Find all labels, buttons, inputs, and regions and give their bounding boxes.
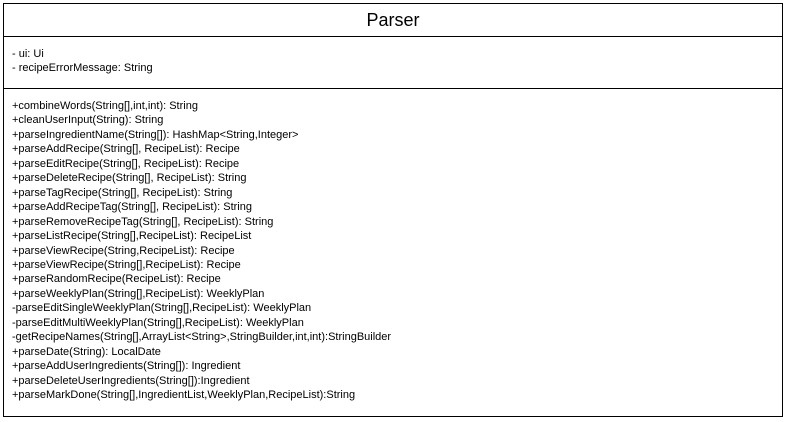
attribute-ui: - ui: Ui [12,48,44,60]
method-parse-add-recipe-tag: +parseAddRecipeTag(String[], RecipeList): String [12,201,252,214]
class-name: Parser [4,4,782,37]
method-parse-remove-recipe-tag: +parseRemoveRecipeTag(String[], RecipeList): String [12,215,274,228]
method-parse-mark-done: +parseMarkDone(String[],IngredientList,WeeklyPlan,RecipeList):String [12,389,356,402]
attribute-recipe-error-message: - recipeErrorMessage: String [12,62,153,75]
method-parse-random-recipe: +parseRandomRecipe(RecipeList): Recipe [12,273,221,286]
method-parse-delete-recipe: +parseDeleteRecipe(String[], RecipeList): String [12,172,247,185]
attributes-compartment [4,37,782,89]
method-parse-add-recipe: +parseAddRecipe(String[], RecipeList): Recipe [12,143,240,156]
method-combine-words: +combineWords(String[],int,int): String [12,100,198,112]
method-parse-edit-recipe: +parseEditRecipe(String[], RecipeList): Recipe [12,157,240,170]
method-parse-list-recipe: +parseListRecipe(String[],RecipeList): RecipeList [12,230,252,243]
methods-compartment [4,89,782,403]
uml-class-box [3,3,783,417]
method-parse-ingredient-name: +parseIngredientName(String[]): HashMap<String,Integer> [12,128,299,141]
method-parse-add-user-ingredients: +parseAddUserIngredients(String[]): Ingredient [12,360,241,373]
method-parse-edit-single-weekly-plan: -parseEditSingleWeeklyPlan(String[],RecipeList): WeeklyPlan [12,302,312,315]
method-parse-view-recipe-string: +parseViewRecipe(String,RecipeList): Recipe [12,244,235,257]
method-parse-view-recipe-array: +parseViewRecipe(String[],RecipeList): Recipe [12,258,241,271]
method-parse-date: +parseDate(String): LocalDate [12,345,161,358]
method-clean-user-input: +cleanUserInput(String): String [12,114,164,127]
method-parse-edit-multi-weekly-plan: -parseEditMultiWeeklyPlan(String[],RecipeList): WeeklyPlan [12,316,304,329]
method-get-recipe-names: -getRecipeNames(String[],ArrayList<String>,StringBuilder,int,int):StringBuilder [12,331,392,344]
method-parse-weekly-plan: +parseWeeklyPlan(String[],RecipeList): WeeklyPlan [12,287,265,300]
method-parse-delete-user-ingredients: +parseDeleteUserIngredients(String[]):Ingredient [12,374,250,387]
method-parse-tag-recipe: +parseTagRecipe(String[], RecipeList): String [12,186,233,199]
